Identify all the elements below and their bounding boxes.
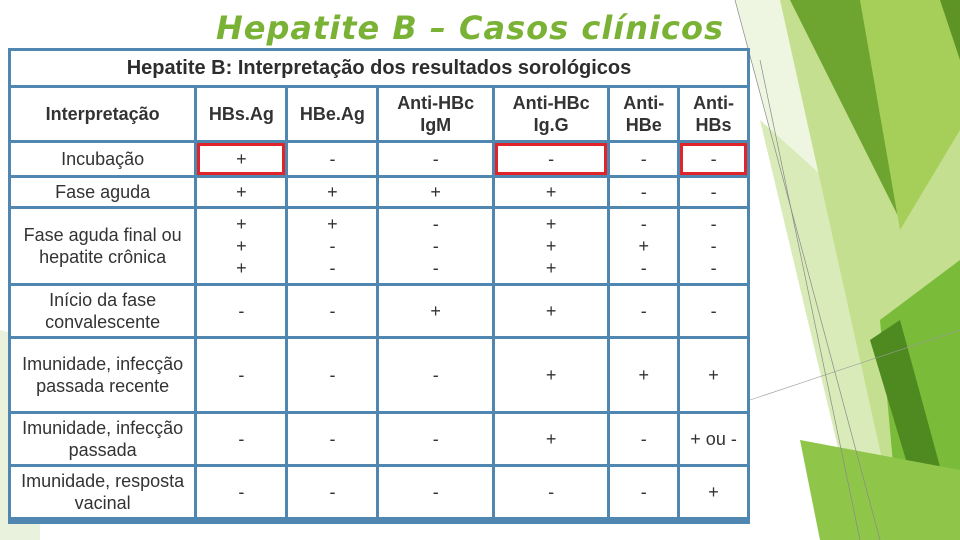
table-row	[11, 339, 747, 411]
cell-value: -	[288, 143, 376, 175]
row-label: Incubação	[11, 143, 194, 175]
header-anti-hbs: Anti-HBs	[680, 88, 747, 140]
cell-value: -	[379, 339, 491, 411]
cell-value: + + +	[495, 209, 607, 283]
cell-value: +	[379, 286, 491, 336]
cell-value: + - -	[288, 209, 376, 283]
row-label: Início da fase convalescente	[11, 286, 194, 336]
cell-value: -	[197, 286, 285, 336]
table-row	[11, 143, 747, 175]
cell-value: -	[610, 414, 677, 464]
row-label: Imunidade, infecção passada recente	[11, 339, 194, 411]
slide-title: Hepatite B – Casos clínicos	[215, 9, 724, 47]
header-interpretacao: Interpretação	[11, 88, 194, 140]
header-anti-hbc-igm: Anti-HBc IgM	[379, 88, 491, 140]
table-row	[11, 178, 747, 206]
cell-value: +	[495, 178, 607, 206]
row-label: Imunidade, resposta vacinal	[11, 467, 194, 517]
table-row	[11, 209, 747, 283]
header-hbeag: HBe.Ag	[288, 88, 376, 140]
row-label: Imunidade, infecção passada	[11, 414, 194, 464]
cell-value: - - -	[379, 209, 491, 283]
table-title: Hepatite B: Interpretação dos resultados sorológicos	[11, 51, 747, 85]
cell-value: -	[288, 286, 376, 336]
cell-value: +	[288, 178, 376, 206]
serology-table-container	[8, 48, 750, 524]
header-hbsag: HBs.Ag	[197, 88, 285, 140]
cell-value: -	[379, 143, 491, 175]
cell-value-highlighted: -	[495, 143, 607, 175]
cell-value: - - -	[680, 209, 747, 283]
cell-value: +	[495, 286, 607, 336]
cell-value: +	[495, 339, 607, 411]
cell-value: +	[495, 414, 607, 464]
cell-value: +	[680, 467, 747, 517]
table-header-row	[11, 88, 747, 140]
cell-value-highlighted: +	[197, 143, 285, 175]
cell-value: -	[379, 414, 491, 464]
cell-value: -	[680, 286, 747, 336]
cell-value: + + +	[197, 209, 285, 283]
table-row	[11, 467, 747, 517]
row-label: Fase aguda	[11, 178, 194, 206]
cell-value: -	[610, 286, 677, 336]
cell-value: -	[197, 339, 285, 411]
cell-value: -	[197, 467, 285, 517]
cell-value: -	[288, 467, 376, 517]
cell-value: -	[680, 178, 747, 206]
row-label: Fase aguda final ou hepatite crônica	[11, 209, 194, 283]
cell-value: -	[197, 414, 285, 464]
cell-value: - + -	[610, 209, 677, 283]
cell-value: -	[610, 467, 677, 517]
cell-value: -	[495, 467, 607, 517]
cell-value: +	[197, 178, 285, 206]
cell-value: +	[680, 339, 747, 411]
header-anti-hbc-igg: Anti-HBc Ig.G	[495, 88, 607, 140]
cell-value: +	[379, 178, 491, 206]
table-row	[11, 286, 747, 336]
cell-value: +	[610, 339, 677, 411]
header-anti-hbe: Anti-HBe	[610, 88, 677, 140]
cell-value-highlighted: -	[680, 143, 747, 175]
cell-value: -	[610, 178, 677, 206]
cell-value: -	[288, 414, 376, 464]
table-row	[11, 414, 747, 464]
serology-table	[8, 85, 750, 520]
cell-value: -	[288, 339, 376, 411]
cell-value: -	[610, 143, 677, 175]
cell-value: + ou -	[680, 414, 747, 464]
cell-value: -	[379, 467, 491, 517]
